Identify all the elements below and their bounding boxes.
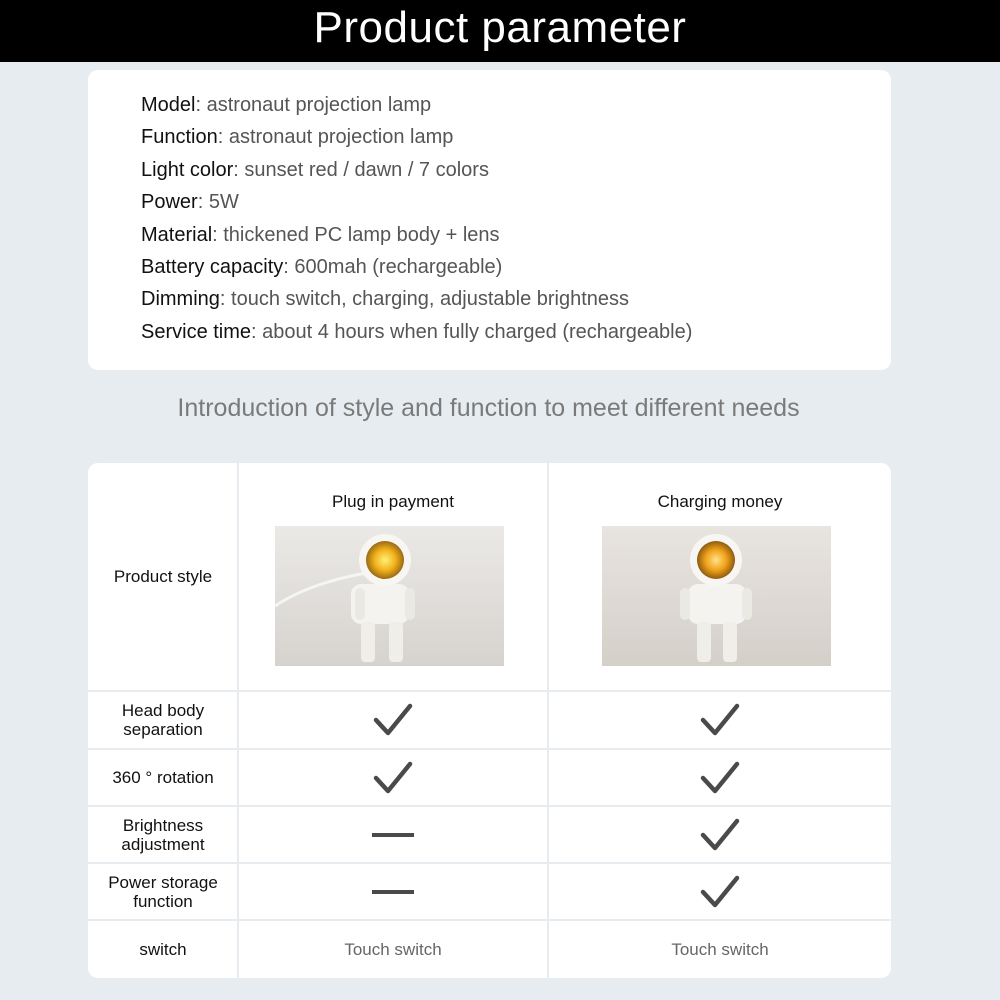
astronaut-lamp-illustration — [602, 526, 831, 666]
cell-head-body-plug-in — [239, 692, 547, 748]
spec-row-material — [141, 219, 692, 251]
spec-value: : sunset red / dawn / 7 colors — [233, 158, 489, 181]
spec-row-service-time — [141, 316, 692, 348]
spec-value: : 5W — [197, 191, 239, 214]
spec-key: Power — [141, 191, 198, 214]
row-label-brightness — [88, 807, 238, 862]
check-icon — [373, 760, 413, 796]
cell-brightness-plug-in — [239, 807, 547, 862]
cell-power-storage-charging — [549, 864, 891, 919]
row-label-product-style — [88, 463, 238, 690]
cell-rotation-charging — [549, 750, 891, 805]
spec-key: Material — [141, 223, 213, 246]
check-icon — [700, 702, 740, 738]
row-label-text: Brightness adjustment — [121, 815, 205, 854]
cell-brightness-charging — [549, 807, 891, 862]
spec-value: : astronaut projection lamp — [195, 94, 432, 116]
spec-value: : 600mah (rechargeable) — [283, 256, 503, 279]
product-photo-charging — [602, 526, 831, 666]
spec-value: : touch switch, charging, adjustable brightness — [219, 288, 630, 311]
cell-power-storage-plug-in — [239, 864, 547, 919]
column-heading-plug-in: Plug in payment — [332, 492, 454, 511]
spec-key: Dimming — [141, 288, 220, 311]
spec-value: : thickened PC lamp body + lens — [212, 223, 500, 246]
spec-key: Battery capacity — [141, 256, 284, 279]
cell-switch-charging — [549, 921, 891, 978]
row-label-power-storage — [88, 864, 238, 919]
spec-key: Function — [141, 126, 218, 149]
spec-row-dimming — [141, 283, 692, 315]
spec-row-light-color — [141, 154, 692, 186]
cell-switch-text: Touch switch — [671, 939, 769, 959]
row-label-text: Power storage function — [108, 872, 218, 911]
spec-key: Service time — [141, 320, 252, 343]
cell-switch-plug-in — [239, 921, 547, 978]
check-icon — [700, 817, 740, 853]
row-label-head-body — [88, 692, 238, 748]
row-label-text: Head body separation — [121, 701, 205, 739]
row-label-text: switch — [139, 940, 187, 959]
cell-head-body-charging — [549, 692, 891, 748]
spec-row-model — [141, 89, 692, 121]
spec-row-battery — [141, 251, 692, 283]
cell-switch-text: Touch switch — [344, 939, 442, 959]
page-title: Product parameter — [313, 3, 687, 52]
check-icon — [700, 760, 740, 796]
spec-list — [141, 89, 692, 348]
astronaut-lamp-illustration — [275, 526, 504, 666]
spec-value: : astronaut projection lamp — [217, 126, 454, 149]
intro-heading: Introduction of style and function to meet different needs — [177, 394, 800, 422]
spec-row-power — [141, 186, 692, 218]
row-label-text: 360 ° rotation — [112, 768, 214, 787]
spec-row-function — [141, 121, 692, 153]
spec-card — [88, 70, 891, 370]
dash-icon — [371, 888, 415, 896]
spec-value: : about 4 hours when fully charged (rechargeable) — [251, 320, 693, 343]
product-photo-plug-in — [275, 526, 504, 666]
row-label-rotation — [88, 750, 238, 805]
dash-icon — [371, 831, 415, 839]
cell-rotation-plug-in — [239, 750, 547, 805]
row-label-switch — [88, 921, 238, 978]
row-label-text: Product style — [113, 567, 213, 586]
page-header — [0, 0, 1000, 62]
column-heading-charging: Charging money — [657, 492, 783, 511]
check-icon — [373, 702, 413, 738]
spec-key: Light color — [141, 158, 234, 181]
comparison-table — [88, 463, 891, 978]
check-icon — [700, 874, 740, 910]
spec-key: Model — [141, 94, 196, 116]
